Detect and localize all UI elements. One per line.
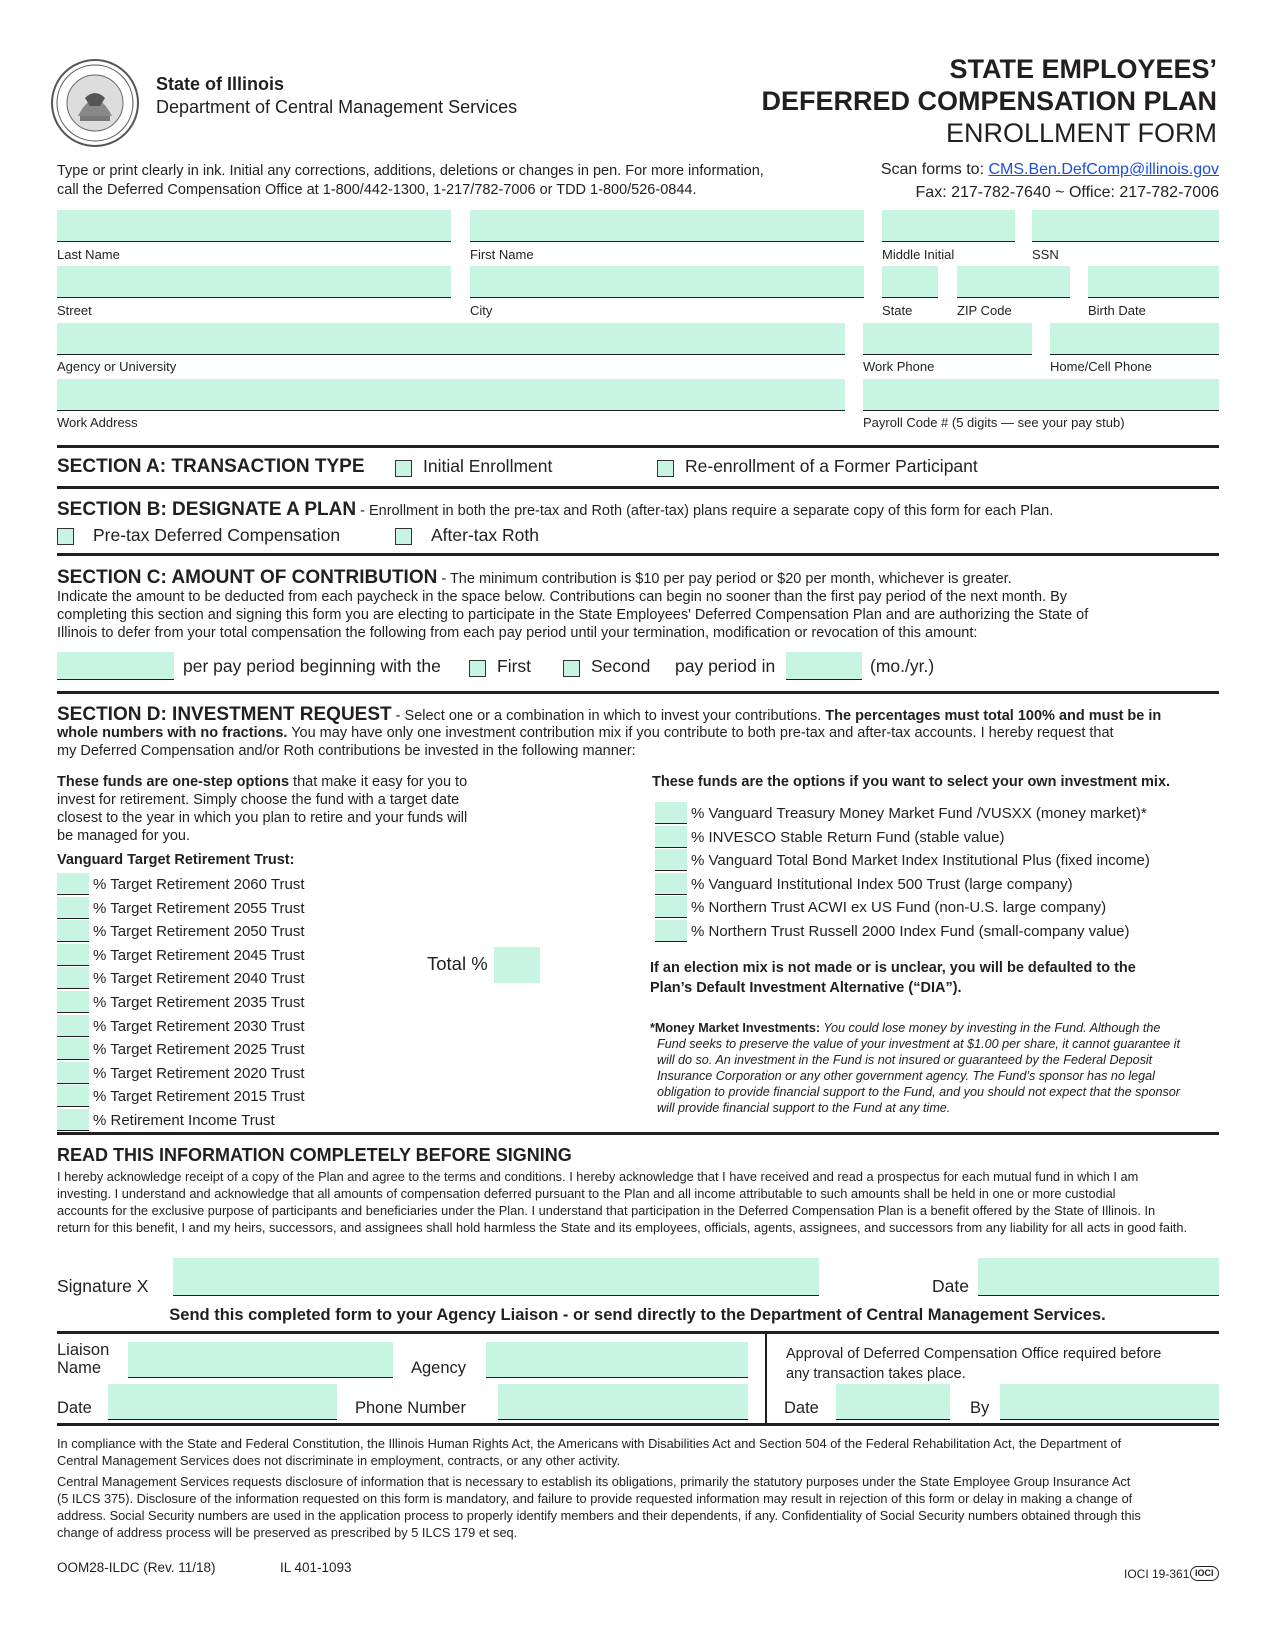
ioci-number: IOCI 19-361 [1124,1567,1190,1581]
title-line-1: STATE EMPLOYEES’ [949,54,1217,84]
own-mix-heading: These funds are the options if you want to select your own investment mix. [652,774,1171,790]
office-date-label: Date [784,1399,819,1417]
approval-line-1: Approval of Deferred Compensation Office required before [786,1346,1162,1362]
last-name-label: Last Name [57,247,120,262]
target-fund-label: % Target Retirement 2040 Trust [93,970,305,988]
read-line-4: return for this benefit, I and my heirs, successors, and assignees shall hold harmless the State and its employees, officials, agents, assignees, and successors from any liability for all acts in good faith. [57,1220,1188,1235]
first-name-label: First Name [470,247,534,262]
state-seal [50,58,140,148]
liaison-phone-input[interactable] [498,1384,748,1420]
state-input[interactable] [882,266,938,298]
agency-input[interactable] [57,323,845,355]
liaison-agency-input[interactable] [486,1342,748,1378]
per-pay-label: per pay period beginning with the [183,656,441,676]
signature-date-input[interactable] [978,1258,1219,1296]
target-fund-percent-input[interactable] [57,873,89,895]
target-fund-percent-input[interactable] [57,967,89,989]
scan-forms: Scan forms to: CMS.Ben.DefComp@illinois.gov [880,161,1219,178]
target-fund-percent-input[interactable] [57,920,89,942]
liaison-name-input[interactable] [128,1342,393,1378]
email-link[interactable]: CMS.Ben.DefComp@illinois.gov [988,161,1219,178]
read-line-2: investing. I understand and acknowledge that all amounts of compensation deferred pursuant to the Plan and all income attributable to such amounts shall be held in one or more custodial [57,1186,1116,1201]
section-c-body-3: Illinois to defer from your total compensation the following from each pay period until your termination, modification or revocation of this amount: [57,625,978,641]
money-market-line-1: *Money Market Investments: You could lose money by investing in the Fund. Although the [650,1021,1161,1035]
one-step-intro-1: These funds are one-step options that make it easy for you to [57,774,468,790]
work-phone-input[interactable] [863,323,1032,355]
state-label: State [882,303,913,318]
second-period-checkbox[interactable] [563,660,580,677]
target-fund-label: % Retirement Income Trust [93,1112,275,1129]
signature-label: Signature X [57,1276,149,1296]
own-fund-percent-input[interactable] [655,826,687,848]
office-by-input[interactable] [1000,1384,1219,1420]
own-fund-label: % Northern Trust ACWI ex US Fund (non-U.S. large company) [691,899,1107,917]
read-line-3: accounts for the exclusive purpose of participants and beneficiaries under the Plan. I understand that participation in the Deferred Compensation Plan is a benefit offered by the State of Illinois. In [57,1203,1156,1218]
birth-date-label: Birth Date [1088,303,1146,318]
target-fund-percent-input[interactable] [57,1062,89,1084]
own-fund-percent-input[interactable] [655,920,687,942]
own-fund-label: % Northern Trust Russell 2000 Index Fund (small-company value) [691,923,1130,940]
liaison-bottom-rule [57,1423,1219,1426]
ioci-logo: IOCI [1190,1566,1219,1581]
money-market-line-6: will provide financial support to the Fund at any time. [657,1101,951,1115]
work-phone-label: Work Phone [863,359,935,374]
department-name: Department of Central Management Services [156,97,518,117]
total-label: Total % [427,953,488,974]
send-instruction: Send this completed form to your Agency Liaison - or send directly to the Department of Central Management Services. [169,1306,1106,1324]
target-fund-percent-input[interactable] [57,897,89,919]
start-month-year-input[interactable] [786,652,862,680]
section-d-line-3: my Deferred Compensation and/or Roth contributions be invested in the following manner: [57,743,636,759]
target-fund-percent-input[interactable] [57,991,89,1013]
title-line-3: ENROLLMENT FORM [945,118,1217,148]
city-input[interactable] [470,266,864,298]
read-rule [57,1132,1219,1135]
target-fund-percent-input[interactable] [57,1015,89,1037]
target-fund-label: % Target Retirement 2035 Trust [93,994,305,1011]
intro-line-1: Type or print clearly in ink. Initial any corrections, additions, deletions or changes in pen. For more information, [57,163,764,179]
home-phone-input[interactable] [1050,323,1219,355]
pay-period-in-label: pay period in [675,656,776,676]
work-address-input[interactable] [57,379,845,411]
section-b-title: SECTION B: DESIGNATE A PLAN - Enrollment in both the pre-tax and Roth (after-tax) plans require a separate copy of this form for each Plan. [57,499,1054,520]
liaison-date-input[interactable] [108,1384,337,1420]
own-fund-label: % Vanguard Total Bond Market Index Institutional Plus (fixed income) [691,852,1150,870]
section-d-title: SECTION D: INVESTMENT REQUEST - Select one or a combination in which to invest your contributions. The percentages must total 100% and must be in [57,704,1162,725]
target-fund-percent-input[interactable] [57,1038,89,1060]
liaison-date-label: Date [57,1399,92,1417]
one-step-intro-3: closest to the year in which you plan to retire and your funds will [57,810,468,826]
agency-label: Agency or University [57,359,177,374]
form-number: OOM28-ILDC (Rev. 11/18) [57,1560,216,1575]
initial-enrollment-label: Initial Enrollment [423,456,553,476]
disclosure-line-4: change of address process will be preserved as prescribed by 5 ILCS 179 et seq. [57,1525,518,1540]
target-fund-label: % Target Retirement 2015 Trust [93,1088,305,1106]
roth-label: After-tax Roth [431,525,539,545]
own-fund-label: % Vanguard Treasury Money Market Fund /VUSXX (money market)* [691,805,1147,822]
state-name: State of Illinois [156,74,285,94]
zip-label: ZIP Code [957,303,1012,318]
trust-heading: Vanguard Target Retirement Trust: [57,852,295,868]
work-address-label: Work Address [57,415,138,430]
own-fund-label: % Vanguard Institutional Index 500 Trust (large company) [691,875,1073,893]
city-label: City [470,303,493,318]
payroll-code-label: Payroll Code # (5 digits — see your pay stub) [863,415,1125,430]
street-label: Street [57,303,92,318]
last-name-input[interactable] [57,210,451,242]
ssn-label: SSN [1032,247,1059,262]
read-line-1: I hereby acknowledge receipt of a copy of the Plan and agree to the terms and conditions. I hereby acknowledge that I have received and read a prospectus for each mutual fund in which I am [57,1169,1139,1184]
liaison-divider [765,1334,767,1423]
money-market-line-5: obligation to provide financial support to the Fund, and you should not expect that the sponsor [657,1085,1180,1099]
re-enrollment-label: Re-enrollment of a Former Participant [685,456,978,476]
disclosure-line-2: (5 ILCS 375). Disclosure of the information requested on this form is mandatory, and failure to provide requested information may result in rejection of this form or delay in making a change of [57,1491,1133,1506]
target-fund-percent-input[interactable] [57,1109,89,1131]
section-a-title: SECTION A: TRANSACTION TYPE [57,456,365,477]
liaison-name-label-1: Liaison [57,1341,110,1359]
zip-input[interactable] [957,266,1070,298]
target-fund-label: % Target Retirement 2055 Trust [93,899,305,917]
il-number: IL 401-1093 [280,1560,352,1575]
pretax-checkbox[interactable] [57,528,74,545]
second-period-label: Second [591,656,651,676]
total-percent-input[interactable] [494,947,540,983]
compliance-line-2: Central Management Services does not discriminate in employment, contracts, or any other activity. [57,1453,621,1468]
target-fund-label: % Target Retirement 2045 Trust [93,946,305,964]
own-fund-percent-input[interactable] [655,873,687,895]
read-title: READ THIS INFORMATION COMPLETELY BEFORE SIGNING [57,1145,572,1165]
target-fund-percent-input[interactable] [57,1085,89,1107]
target-fund-label: % Target Retirement 2030 Trust [93,1017,305,1035]
liaison-name-label-2: Name [57,1359,102,1377]
target-fund-label: % Target Retirement 2020 Trust [93,1064,305,1082]
roth-checkbox[interactable] [395,528,412,545]
one-step-intro-2: invest for retirement. Simply choose the fund with a target date [57,792,460,808]
ssn-input[interactable] [1032,210,1219,242]
first-name-input[interactable] [470,210,864,242]
signature-date-label: Date [932,1276,969,1296]
middle-initial-label: Middle Initial [882,247,955,262]
section-c-body-1: Indicate the amount to be deducted from each paycheck in the space below. Contributions can begin no sooner than the first pay period of the next month. By [57,589,1067,605]
compliance-line-1: In compliance with the State and Federal Constitution, the Illinois Human Rights Act, the Americans with Disabilities Act and Section 504 of the Federal Rehabilitation Act, the Department of [57,1436,1122,1451]
first-period-checkbox[interactable] [469,660,486,677]
target-fund-label: % Target Retirement 2050 Trust [93,923,305,941]
office-by-label: By [970,1399,990,1417]
payroll-code-input[interactable] [863,379,1219,411]
own-fund-label: % INVESCO Stable Return Fund (stable value) [691,828,1005,846]
section-c-body-2: completing this section and signing this form you are electing to participate in the State Employees' Deferred Compensation Plan and are authorizing the State of [57,607,1089,623]
section-c-title: SECTION C: AMOUNT OF CONTRIBUTION - The minimum contribution is $10 per pay period or $20 per month, whichever is greater. [57,567,1012,588]
section-a-rule [57,445,1219,448]
section-b-rule [57,486,1219,489]
section-c-rule [57,553,1219,556]
disclosure-line-3: address. Social Security numbers are used in the application process to properly identify members and their dependents, if any. Confidentiality of Social Security numbers obtained through this [57,1508,1141,1523]
target-fund-label: % Target Retirement 2025 Trust [93,1041,305,1059]
intro-line-2: call the Deferred Compensation Office at 1-800/442-1300, 1-217/782-7006 or TDD 1-800/526-0844. [57,182,697,198]
pretax-label: Pre-tax Deferred Compensation [93,525,341,545]
liaison-top-rule [57,1331,1219,1334]
section-d-rule [57,691,1219,694]
target-fund-label: % Target Retirement 2060 Trust [93,876,305,893]
money-market-line-3: will do so. An investment in the Fund is not insured or guaranteed by the Federal Deposit [657,1053,1153,1067]
re-enrollment-checkbox[interactable] [657,460,674,477]
default-line-1: If an election mix is not made or is unclear, you will be defaulted to the [650,960,1136,976]
one-step-intro-4: be managed for you. [57,828,191,844]
initial-enrollment-checkbox[interactable] [395,460,412,477]
own-fund-percent-input[interactable] [655,849,687,871]
birth-date-input[interactable] [1088,266,1219,298]
contribution-amount-input[interactable] [57,652,174,680]
liaison-phone-label: Phone Number [355,1399,466,1417]
liaison-agency-label: Agency [411,1359,467,1377]
home-phone-label: Home/Cell Phone [1050,359,1152,374]
money-market-line-2: Fund seeks to preserve the value of your investment at $1.00 per share, it cannot guarantee it [657,1037,1180,1051]
street-input[interactable] [57,266,451,298]
middle-initial-input[interactable] [882,210,1015,242]
own-fund-percent-input[interactable] [655,802,687,824]
disclosure-line-1: Central Management Services requests disclosure of information that is necessary to establish its obligations, primarily the statutory purposes under the State Employee Group Insurance Act [57,1474,1131,1489]
money-market-line-4: Insurance Corporation or any other government agency. The Fund’s sponsor has no legal [657,1069,1155,1083]
target-fund-percent-input[interactable] [57,944,89,966]
default-line-2: Plan’s Default Investment Alternative (“DIA”). [650,980,962,996]
approval-line-2: any transaction takes place. [786,1366,966,1382]
moyr-label: (mo./yr.) [870,656,935,676]
own-fund-percent-input[interactable] [655,896,687,918]
title-line-2: DEFERRED COMPENSATION PLAN [761,86,1217,116]
fax-office: Fax: 217-782-7640 ~ Office: 217-782-7006 [915,184,1219,201]
first-period-label: First [497,656,532,676]
section-d-line-2: whole numbers with no fractions. You may have only one investment contribution mix if you contribute to both pre-tax and after-tax accounts. I hereby request that [57,725,1114,741]
office-date-input[interactable] [836,1384,950,1420]
signature-input[interactable] [173,1258,819,1296]
